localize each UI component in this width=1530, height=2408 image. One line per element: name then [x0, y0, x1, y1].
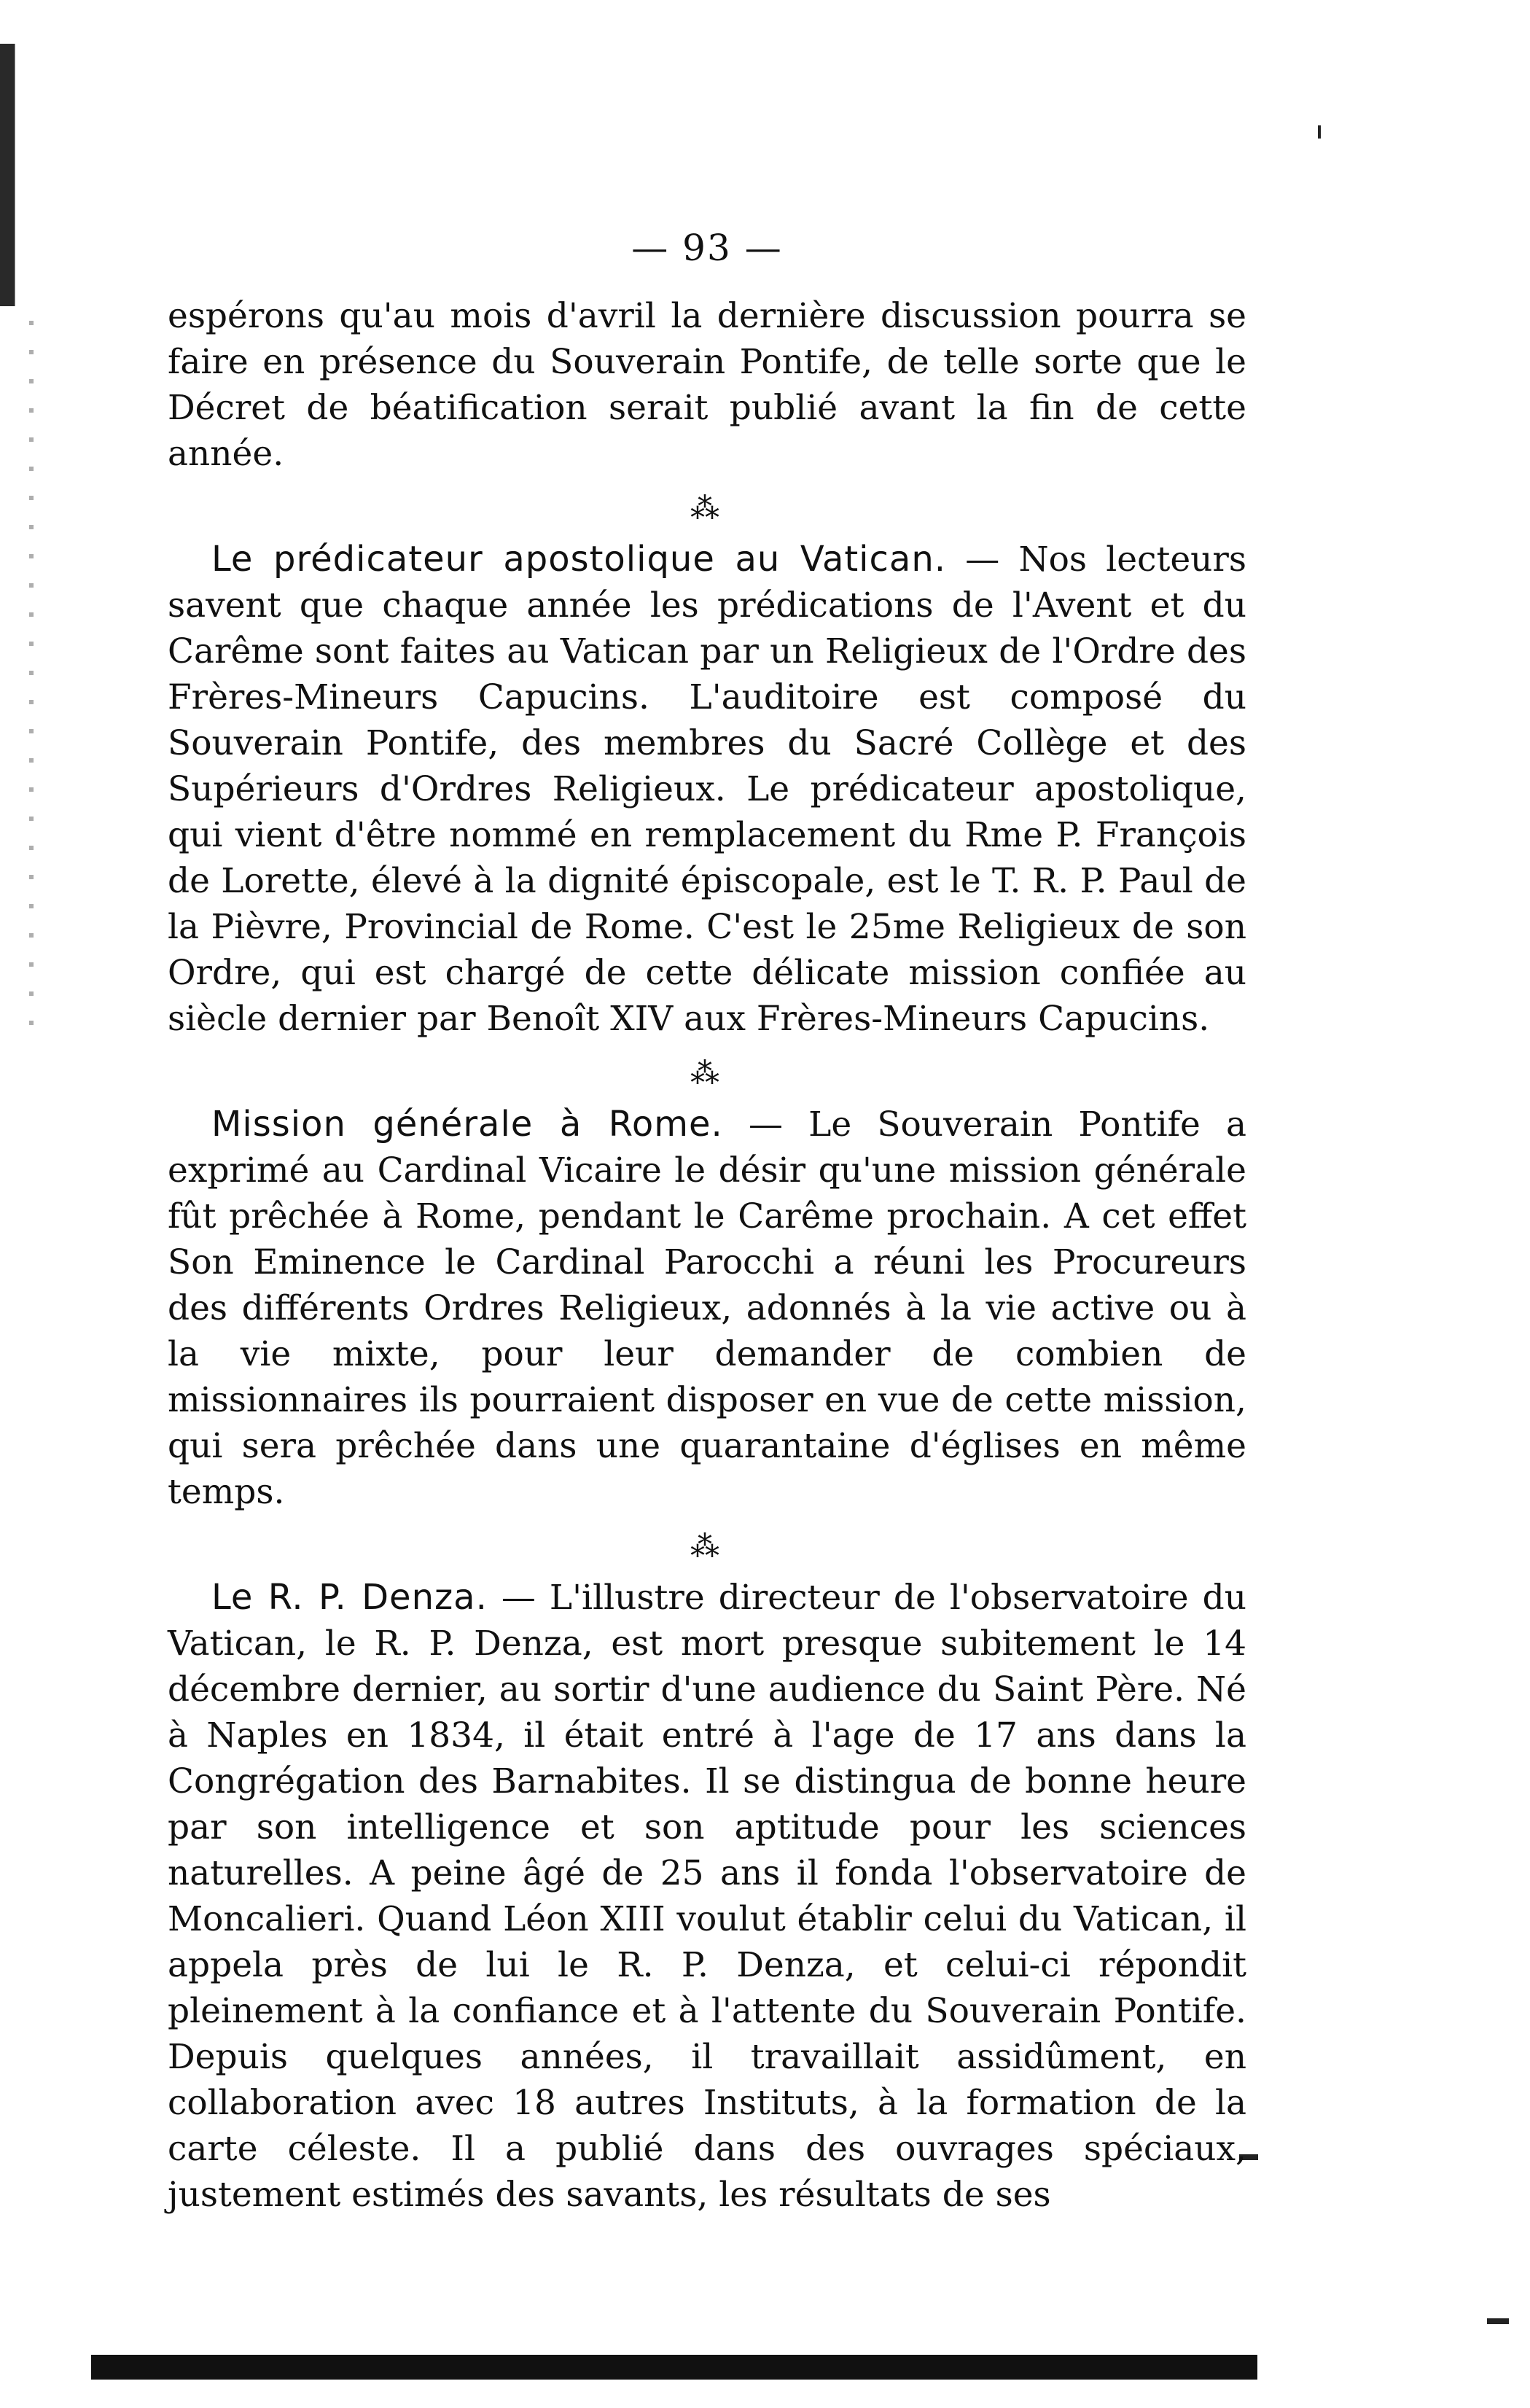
denza-heading: Le R. P. Denza. — [211, 1577, 488, 1618]
denza-body: — L'illustre directeur de l'observatoire du Vatican, le R. P. Denza, est mort presque subitement le 14 décembre dernier, au sortir d'une audience du Saint Père. Né à Naples en 1834, il était entré à l'age de 17 ans dans la Congrégation des Barnabites. Il se distingua de bonne heure par son intelligence et son aptitude pour les sciences naturelles. A peine âgé de 25 ans il fonda l'observatoire de Moncalieri. Quand Léon XIII voulut établir celui du Vatican, il appela près de lui le R. P. Denza, et celui-ci répondit pleinement à la confiance et à l'attente du Souverain Pontife. Depuis quelques années, il travaillait assidûment, en collaboration avec 18 autres Instituts, à la formation de la carte céleste. Il a publié dans des ouvrages spéciaux, justement estimés des savants, les résultats de ses — [168, 1578, 1246, 2215]
page-number: — 93 — — [631, 227, 783, 269]
section-separator: ⁂ — [690, 1530, 724, 1564]
scan-edge-marks — [29, 321, 34, 1050]
document-page — [168, 219, 1246, 2218]
mission-heading: Mission générale à Rome. — [211, 1104, 723, 1145]
section-separator: ⁂ — [690, 492, 724, 526]
mission-paragraph — [168, 1102, 1246, 1515]
scan-speck — [1487, 2318, 1509, 2324]
scan-edge-bottom — [91, 2355, 1257, 2380]
predicateur-heading: Le prédicateur apostolique au Vatican. — [211, 539, 947, 580]
intro-paragraph: espérons qu'au mois d'avril la dernière discussion pourra se faire en présence du Souverain Pontife, de telle sorte que le Décret de béatification serait publié avant la fin de cette année. — [168, 296, 1246, 474]
scan-speck — [1318, 125, 1321, 139]
mission-body: — Le Souverain Pontife a exprimé au Cardinal Vicaire le désir qu'une mission générale fût prêchée à Rome, pendant le Carême prochain. A cet effet Son Eminence le Cardinal Parocchi a réuni les Procureurs des différents Ordres Religieux, adonnés à la vie active ou à la vie mixte, pour leur demander de combien de missionnaires ils pourraient disposer en vue de cette mission, qui sera prêchée dans une quarantaine d'églises en même temps. — [168, 1104, 1246, 1512]
section-separator: ⁂ — [690, 1057, 724, 1091]
predicateur-body: — Nos lecteurs savent que chaque année les prédications de l'Avent et du Carême sont faites au Vatican par un Religieux de l'Ordre des Frères-Mineurs Capucins. L'auditoire est composé du Souverain Pontife, des membres du Sacré Collège et des Supérieurs d'Ordres Religieux. Le prédicateur apostolique, qui vient d'être nommé en remplacement du Rme P. François de Lorette, élevé à la dignité épiscopale, est le T. R. P. Paul de la Pièvre, Provincial de Rome. C'est le 25me Religieux de son Ordre, qui est chargé de cette délicate mission confiée au siècle dernier par Benoît XIV aux Frères-Mineurs Capucins. — [168, 539, 1247, 1039]
denza-paragraph — [168, 1575, 1246, 2218]
scan-edge-left — [0, 44, 25, 306]
predicateur-paragraph — [168, 537, 1246, 1042]
